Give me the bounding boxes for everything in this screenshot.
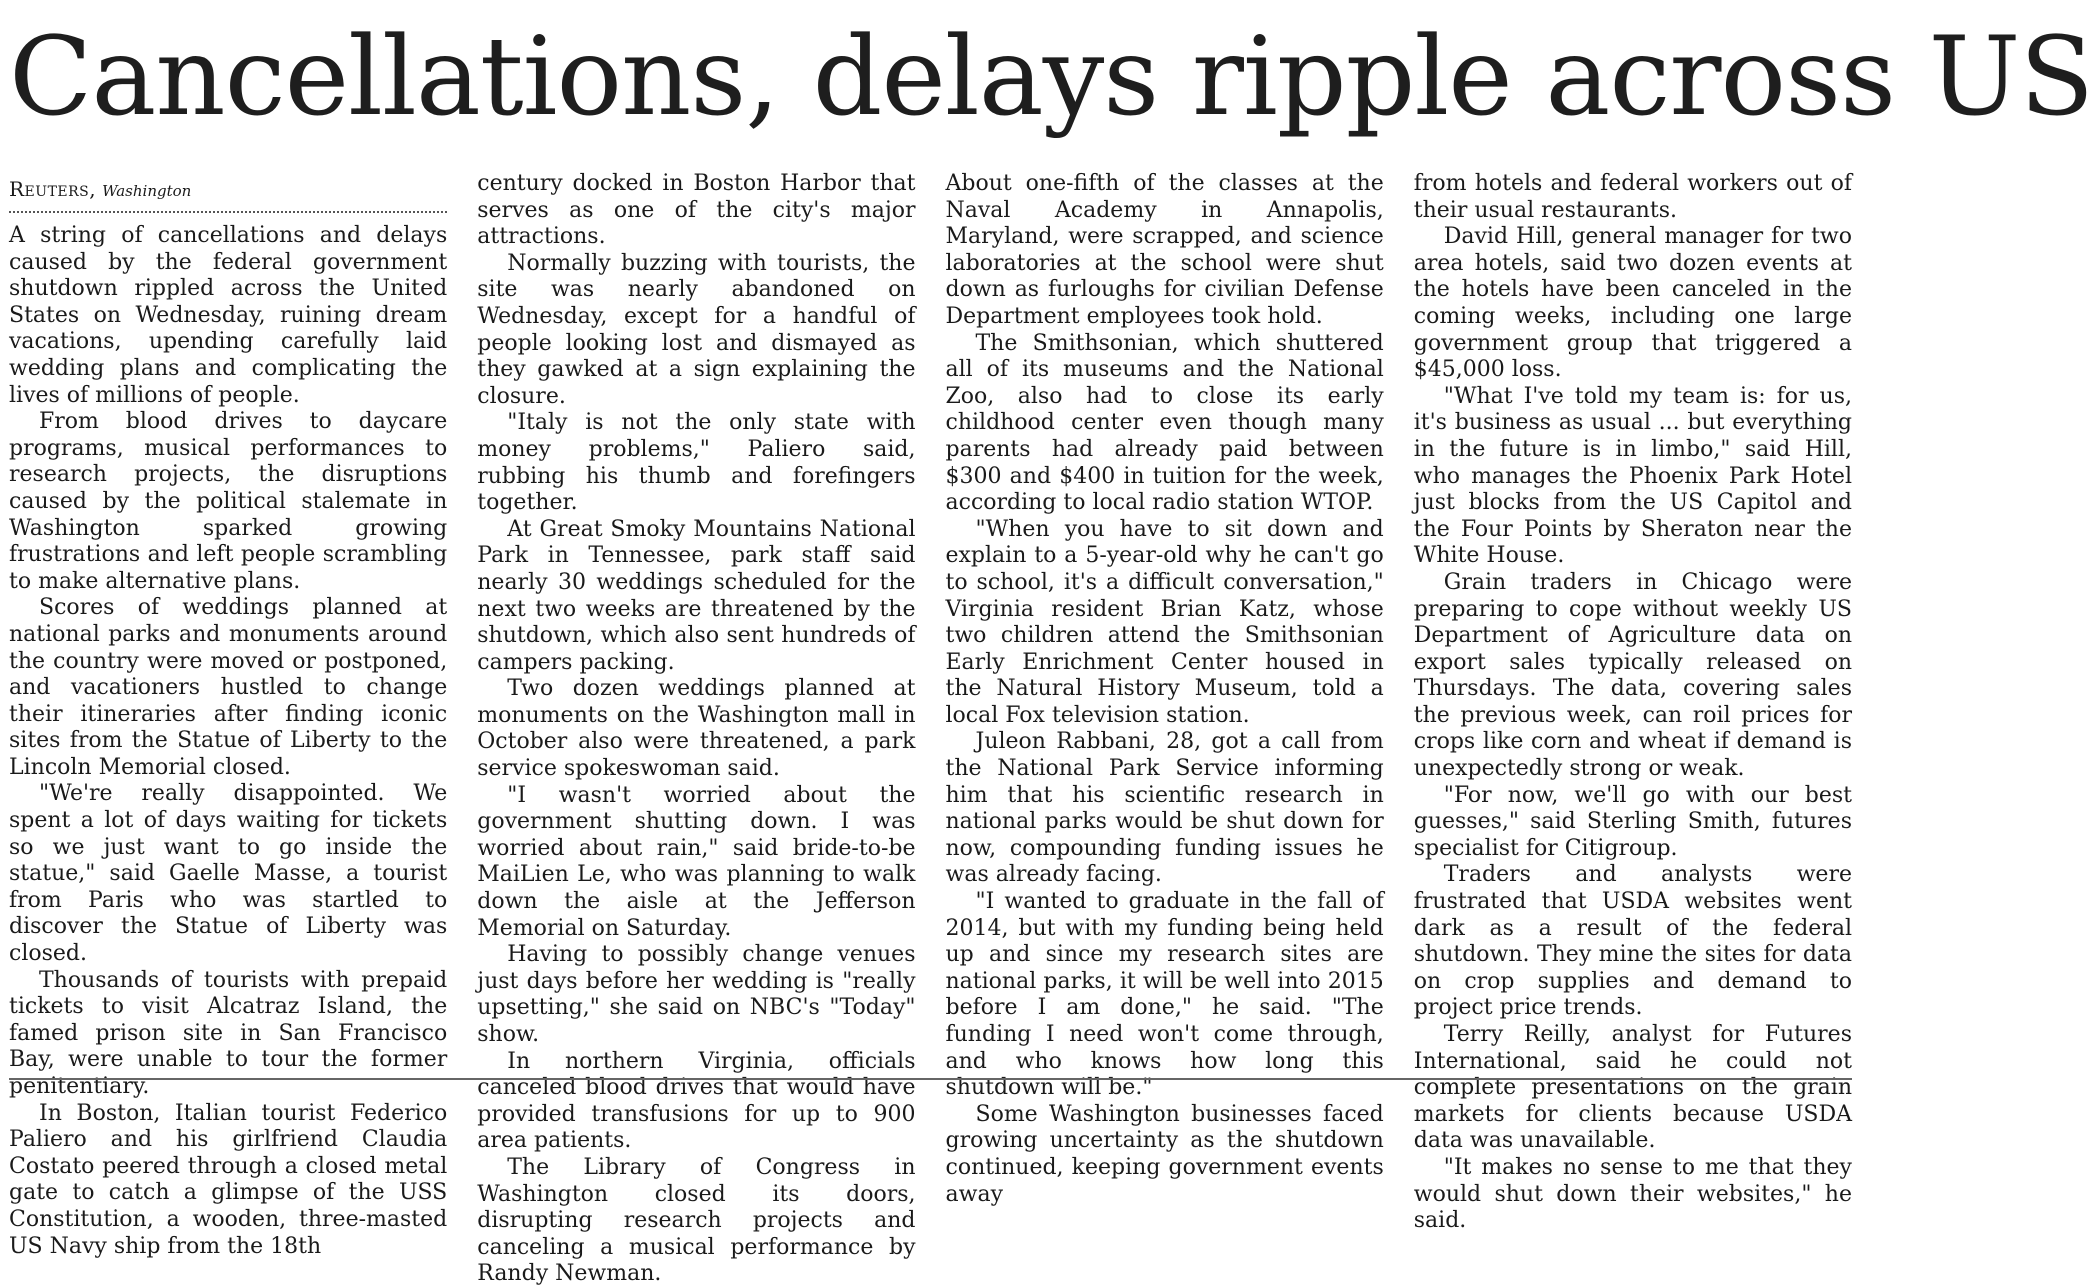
article-paragraph: Terry Reilly, analyst for Futures International, said he could not complete presentations on the grain markets for clients because USDA data was unavailable. xyxy=(1413,1022,1852,1154)
byline xyxy=(9,177,447,203)
article-paragraph: "I wasn't worried about the government shutting down. I was worried about rain," said bride-to-be MaiLien Le, who was planning to walk down the aisle at the Jefferson Memorial on Saturday. xyxy=(477,782,916,941)
column-1 xyxy=(9,171,447,1288)
article-paragraph: "For now, we'll go with our best guesses," said Sterling Smith, futures specialist for Citigroup. xyxy=(1413,782,1852,861)
article-paragraph: The Smithsonian, which shuttered all of its museums and the National Zoo, also had to close its early childhood center even though many parents had already paid between $300 and $400 in tuition for the week, according to local radio station WTOP. xyxy=(945,330,1384,516)
article-paragraph: Some Washington businesses faced growing uncertainty as the shutdown continued, keeping government events away xyxy=(945,1101,1384,1207)
article-paragraph: "Italy is not the only state with money problems," Paliero said, rubbing his thumb and forefingers together. xyxy=(477,410,916,516)
column-4 xyxy=(1414,171,1852,1288)
article-paragraph: "What I've told my team is: for us, it's business as usual ... but everything in the future is in limbo," said Hill, who manages the Phoenix Park Hotel just blocks from the US Capitol and the Four Points by Sheraton near the White House. xyxy=(1413,383,1852,569)
headline: Cancellations, delays ripple across US xyxy=(9,13,2093,140)
article-paragraph: Traders and analysts were frustrated that USDA websites went dark as a result of the federal shutdown. They mine the sites for data on crop supplies and demand to project price trends. xyxy=(1413,862,1852,1021)
bottom-rule xyxy=(9,1078,1852,1080)
article-paragraph: In northern Virginia, officials canceled blood drives that would have provided transfusions for up to 900 area patients. xyxy=(477,1048,916,1154)
byline-agency: Reuters, xyxy=(9,177,97,201)
article-paragraph: A string of cancellations and delays caused by the federal government shutdown rippled across the United States on Wednesday, ruining dream vacations, upending carefully laid wedding plans and complicating the lives of millions of people. xyxy=(9,223,448,408)
byline-location: Washington xyxy=(102,182,192,200)
article-paragraph: The Library of Congress in Washington closed its doors, disrupting research projects and canceling a musical performance by Randy Newman. xyxy=(477,1154,916,1287)
article-paragraph: "I wanted to graduate in the fall of 2014, but with my funding being held up and since my research sites are national parks, it will be well into 2015 before I am done," he said. "The funding I need won't come through, and who knows how long this shutdown will be." xyxy=(945,889,1384,1101)
article-paragraph: century docked in Boston Harbor that serves as one of the city's major attractions. xyxy=(477,171,916,250)
article-paragraph: Grain traders in Chicago were preparing to cope without weekly US Department of Agriculture data on export sales typically released on Thursdays. The data, covering sales the previous week, can roil prices for crops like corn and wheat if demand is unexpectedly strong or weak. xyxy=(1413,569,1852,782)
article-paragraph: From blood drives to daycare programs, musical performances to research projects, the disruptions caused by the political stalemate in Washington sparked growing frustrations and left people scrambling to make alternative plans. xyxy=(9,409,448,594)
byline-divider xyxy=(9,211,447,213)
article-paragraph: At Great Smoky Mountains National Park in Tennessee, park staff said nearly 30 weddings scheduled for the next two weeks are threatened by the shutdown, which also sent hundreds of campers packing. xyxy=(477,516,916,675)
article-paragraph: Two dozen weddings planned at monuments on the Washington mall in October also were threatened, a park service spokeswoman said. xyxy=(477,676,916,782)
article-paragraph: "When you have to sit down and explain to a 5-year-old why he can't go to school, it's a difficult conversation," Virginia resident Brian Katz, whose two children attend the Smithsonian Early Enrichment Center housed in the Natural History Museum, told a local Fox television station. xyxy=(945,516,1384,728)
article-paragraph: "It makes no sense to me that they would shut down their websites," he said. xyxy=(1413,1154,1852,1234)
article-paragraph: David Hill, general manager for two area hotels, said two dozen events at the hotels have been canceled in the coming weeks, including one large government group that triggered a $45,000 loss. xyxy=(1413,224,1852,383)
article-paragraph: Thousands of tourists with prepaid tickets to visit Alcatraz Island, the famed prison site in San Francisco Bay, were unable to tour the former penitentiary. xyxy=(9,967,448,1099)
article-paragraph: Scores of weddings planned at national parks and monuments around the country were moved or postponed, and vacationers hustled to change their itineraries after finding iconic sites from the Statue of Liberty to the Lincoln Memorial closed. xyxy=(9,595,448,780)
column-3 xyxy=(946,171,1384,1288)
article-paragraph: About one-fifth of the classes at the Naval Academy in Annapolis, Maryland, were scrapped, and science laboratories at the school were shut down as furloughs for civilian Defense Department employees took hold. xyxy=(945,171,1384,329)
article-body xyxy=(9,171,1852,1288)
article-paragraph: from hotels and federal workers out of their usual restaurants. xyxy=(1413,171,1852,223)
article-paragraph: In Boston, Italian tourist Federico Paliero and his girlfriend Claudia Costato peered through a closed metal gate to catch a glimpse of the USS Constitution, a wooden, three-masted US Navy ship from the 18th xyxy=(9,1100,448,1259)
article-paragraph: "We're really disappointed. We spent a lot of days waiting for tickets so we just want to go inside the statue," said Gaelle Masse, a tourist from Paris who was startled to discover the Statue of Liberty was closed. xyxy=(9,781,448,967)
column-2 xyxy=(477,171,915,1288)
article-paragraph: Juleon Rabbani, 28, got a call from the National Park Service informing him that his scientific research in national parks would be shut down for now, compounding funding issues he was already facing. xyxy=(945,729,1384,888)
article-paragraph: Having to possibly change venues just days before her wedding is "really upsetting," she said on NBC's "Today" show. xyxy=(477,942,916,1047)
article-paragraph: Normally buzzing with tourists, the site was nearly abandoned on Wednesday, except for a handful of people looking lost and dismayed as they gawked at a sign explaining the closure. xyxy=(477,250,916,409)
